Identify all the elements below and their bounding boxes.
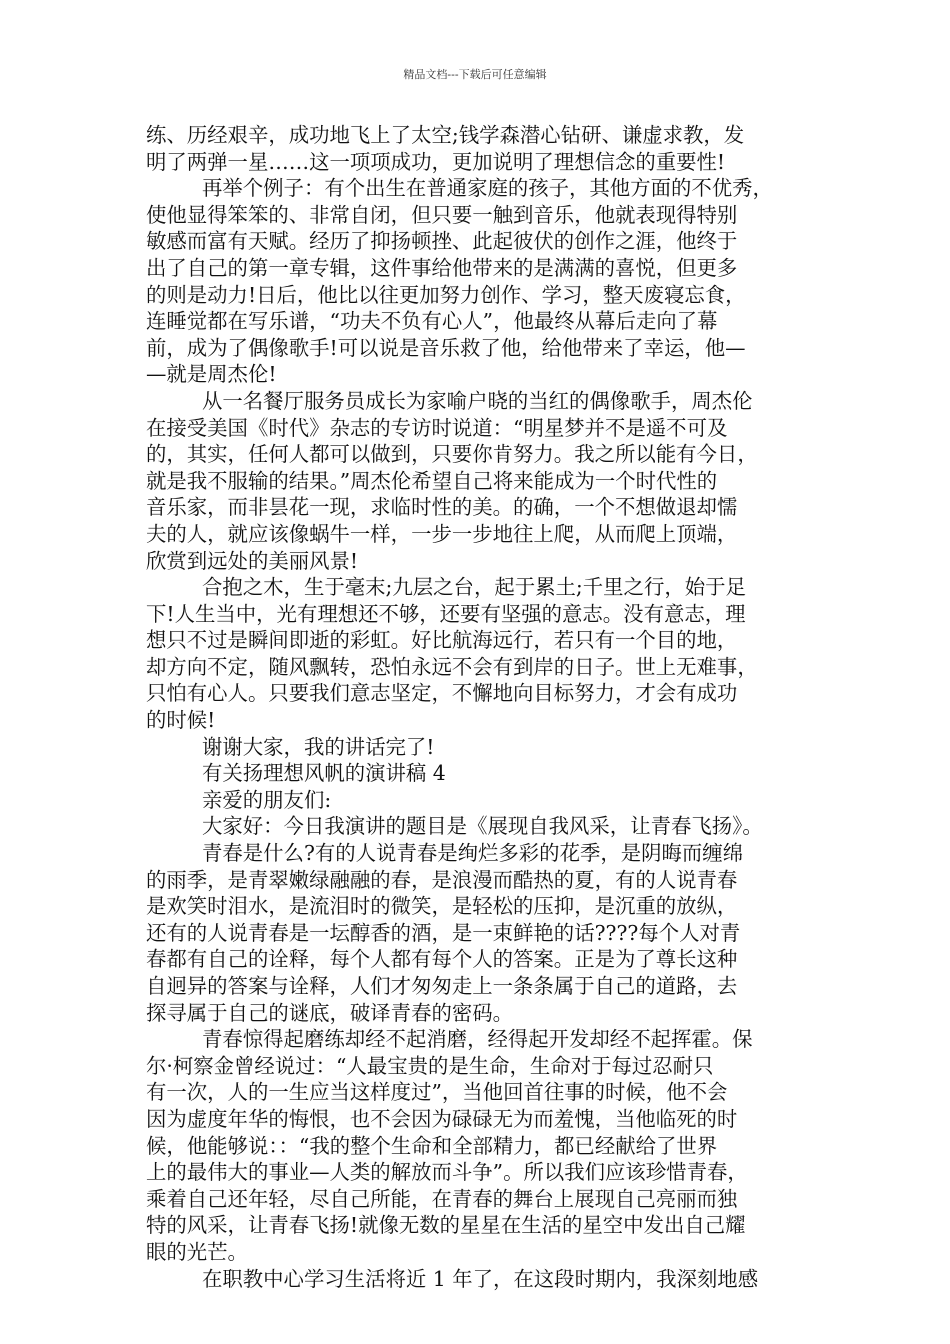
text-line: 却方向不定，随风飘转，恐怕永远不会有到岸的日子。世上无难事， xyxy=(146,654,758,679)
text-line: 因为虚度年华的悔恨，也不会因为碌碌无为而羞愧，当他临死的时 xyxy=(146,1106,738,1131)
text-line: 特的风采，让青春飞扬!就像无数的星星在生活的星空中发出自己耀 xyxy=(146,1213,746,1238)
text-line: 自迥异的答案与诠释，人们才匆匆走上一条条属于自己的道路，去 xyxy=(146,974,738,998)
text-line: 还有的人说青春是一坛醇香的酒，是一束鲜艳的话????每个人对青 xyxy=(146,920,741,945)
text-line: 前，成为了偶像歌手!可以说是音乐救了他，给他带来了幸运，他— xyxy=(146,335,746,360)
page-header: 精品文档---下载后可任意编辑 xyxy=(403,68,547,81)
text-line: 敏感而富有天赋。经历了抑扬顿挫、此起彼伏的创作之涯，他终于 xyxy=(146,229,738,254)
text-line: 明了两弹一星……这一项项成功，更加说明了理想信念的重要性! xyxy=(146,149,726,174)
text-line: 在接受美国《时代》杂志的专访时说道：“明星梦并不是遥不可及 xyxy=(146,415,728,440)
text-line: 再举个例子：有个出生在普通家庭的孩子，其他方面的不优秀， xyxy=(202,176,773,201)
text-line: 使他显得笨笨的、非常自闭，但只要一触到音乐，他就表现得特别 xyxy=(146,202,738,227)
text-line: 出了自己的第一章专辑，这件事给他带来的是满满的喜悦，但更多 xyxy=(146,255,738,280)
text-line: 连睡觉都在写乐谱，“功夫不负有心人”，他最终从幕后走向了幕 xyxy=(146,309,718,334)
text-line: 上的最伟大的事业—人类的解放而斗争”。所以我们应该珍惜青春， xyxy=(146,1160,748,1185)
text-line: 的雨季，是青翠嫩绿融融的春，是浪漫而酷热的夏，有的人说青春 xyxy=(146,867,738,892)
text-line: 探寻属于自己的谜底，破译青春的密码。 xyxy=(146,1000,514,1025)
text-line: 青春是什么?有的人说青春是绚烂多彩的花季，是阴晦而缠绵 xyxy=(202,841,744,866)
text-line: 乘着自己还年轻，尽自己所能，在青春的舞台上展现自己亮丽而独 xyxy=(146,1186,738,1211)
document-body xyxy=(146,122,806,1292)
text-line: 合抱之木，生于毫末;九层之台，起于累土;千里之行，始于足 xyxy=(202,575,746,600)
text-line: 的，其实，任何人都可以做到，只要你肯努力。我之所以能有今日， xyxy=(146,442,758,467)
text-line: 夫的人，就应该像蜗牛一样，一步一步地往上爬，从而爬上顶端， xyxy=(146,521,738,546)
text-line: 音乐家，而非昙花一现，求临时性的美。的确，一个不想做退却懦 xyxy=(146,495,738,520)
text-line: 练、历经艰辛，成功地飞上了太空;钱学森潜心钻研、谦虚求教，发 xyxy=(146,123,745,147)
text-line: 春都有自己的诠释，每个人都有每个人的答案。正是为了尊长这种 xyxy=(146,947,738,972)
text-line: 候，他能够说：：“我的整个生命和全部精力，都已经献给了世界 xyxy=(146,1133,718,1158)
text-line: 就是我不服输的结果。”周杰伦希望自己将来能成为一个时代性的 xyxy=(146,468,718,493)
text-line: 眼的光芒。 xyxy=(146,1239,248,1264)
text-line: 欣赏到远处的美丽风景! xyxy=(146,548,359,573)
text-line: 从一名餐厅服务员成长为家喻户晓的当红的偶像歌手，周杰伦 xyxy=(202,388,753,413)
text-line: 下!人生当中，光有理想还不够，还要有坚强的意志。没有意志，理 xyxy=(146,601,746,626)
text-line: 的则是动力!日后，他比以往更加努力创作、学习，整天废寝忘食， xyxy=(146,282,746,307)
text-line: —就是周杰伦! xyxy=(146,362,277,387)
text-line: 有关扬理想风帆的演讲稿 4 xyxy=(202,761,446,786)
text-line: 谢谢大家，我的讲话完了! xyxy=(202,734,435,759)
text-line: 有一次，人的一生应当这样度过”，当他回首往事的时候，他不会 xyxy=(146,1080,728,1105)
text-line: 尔·柯察金曾经说过：“人最宝贵的是生命，生命对于每过忍耐只 xyxy=(146,1053,714,1078)
text-line: 只怕有心人。只要我们意志坚定，不懈地向目标努力，才会有成功 xyxy=(146,681,738,706)
text-line: 是欢笑时泪水，是流泪时的微笑，是轻松的压抑，是沉重的放纵， xyxy=(146,894,738,919)
text-line: 想只不过是瞬间即逝的彩虹。好比航海远行，若只有一个目的地， xyxy=(146,628,738,653)
text-line: 大家好：今日我演讲的题目是《展现自我风采，让青春飞扬》。 xyxy=(202,814,763,839)
text-line: 在职教中心学习生活将近 1 年了，在这段时期内，我深刻地感 xyxy=(202,1266,759,1291)
text-line: 亲爱的朋友们: xyxy=(202,787,332,812)
text-line: 青春惊得起磨练却经不起消磨，经得起开发却经不起挥霍。保 xyxy=(202,1027,753,1052)
text-line: 的时候! xyxy=(146,708,216,733)
